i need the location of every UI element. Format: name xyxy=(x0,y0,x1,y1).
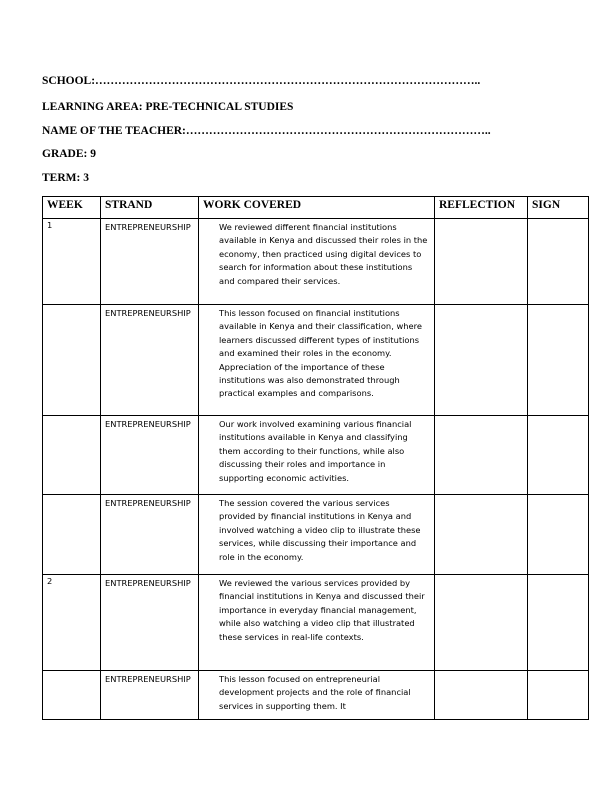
reflection-cell[interactable] xyxy=(435,671,528,720)
table-header-row xyxy=(43,197,589,219)
week-cell: 1 xyxy=(43,219,101,305)
sign-cell[interactable] xyxy=(528,305,589,416)
work-covered-cell: We reviewed the various services provided by financial institutions in Kenya and discussed their importance in everyday financial management, while also watching a video clip that illustrated these services in real-life contexts. xyxy=(199,575,435,671)
term-field: TERM: 3 xyxy=(42,172,89,184)
table-row xyxy=(43,671,589,720)
grade-field: GRADE: 9 xyxy=(42,148,96,160)
school-field: SCHOOL:……………………………………………………………………………………….. xyxy=(42,75,481,87)
table-row xyxy=(43,575,589,671)
week-cell xyxy=(43,416,101,495)
strand-cell: ENTREPRENEURSHIP xyxy=(101,575,199,671)
work-covered-cell: Our work involved examining various financial institutions available in Kenya and classifying them according to their functions, while also discussing their roles and importance in supporting economic activities. xyxy=(199,416,435,495)
reflection-cell[interactable] xyxy=(435,305,528,416)
work-covered-cell: This lesson focused on entrepreneurial development projects and the role of financial services in supporting them. It xyxy=(199,671,435,720)
column-header-sign: SIGN xyxy=(528,197,589,219)
column-header-week: WEEK xyxy=(43,197,101,219)
sign-cell[interactable] xyxy=(528,416,589,495)
column-header-work-covered: WORK COVERED xyxy=(199,197,435,219)
reflection-cell[interactable] xyxy=(435,219,528,305)
reflection-cell[interactable] xyxy=(435,495,528,575)
record-of-work-table xyxy=(42,196,589,720)
table-row xyxy=(43,305,589,416)
table-row xyxy=(43,219,589,305)
column-header-strand: STRAND xyxy=(101,197,199,219)
column-header-reflection: REFLECTION xyxy=(435,197,528,219)
sign-cell[interactable] xyxy=(528,575,589,671)
week-cell xyxy=(43,495,101,575)
week-cell: 2 xyxy=(43,575,101,671)
sign-cell[interactable] xyxy=(528,671,589,720)
strand-cell: ENTREPRENEURSHIP xyxy=(101,305,199,416)
teacher-name-field: NAME OF THE TEACHER:…………………………………………………………………….. xyxy=(42,125,491,137)
table-row xyxy=(43,495,589,575)
reflection-cell[interactable] xyxy=(435,416,528,495)
week-cell xyxy=(43,671,101,720)
strand-cell: ENTREPRENEURSHIP xyxy=(101,495,199,575)
week-cell xyxy=(43,305,101,416)
strand-cell: ENTREPRENEURSHIP xyxy=(101,671,199,720)
sign-cell[interactable] xyxy=(528,495,589,575)
reflection-cell[interactable] xyxy=(435,575,528,671)
work-covered-cell: We reviewed different financial institutions available in Kenya and discussed their roles in the economy, then practiced using digital devices to search for information about these institutions and compared their services. xyxy=(199,219,435,305)
work-covered-cell: This lesson focused on financial institutions available in Kenya and their classification, where learners discussed different types of institutions and examined their roles in the economy. Appreciation of the importance of these institutions was also demonstrated through practical examples and comparisons. xyxy=(199,305,435,416)
sign-cell[interactable] xyxy=(528,219,589,305)
learning-area-field: LEARNING AREA: PRE-TECHNICAL STUDIES xyxy=(42,101,294,113)
strand-cell: ENTREPRENEURSHIP xyxy=(101,219,199,305)
table-row xyxy=(43,416,589,495)
work-covered-cell: The session covered the various services provided by financial institutions in Kenya and involved watching a video clip to illustrate these services, while discussing their importance and role in the economy. xyxy=(199,495,435,575)
strand-cell: ENTREPRENEURSHIP xyxy=(101,416,199,495)
